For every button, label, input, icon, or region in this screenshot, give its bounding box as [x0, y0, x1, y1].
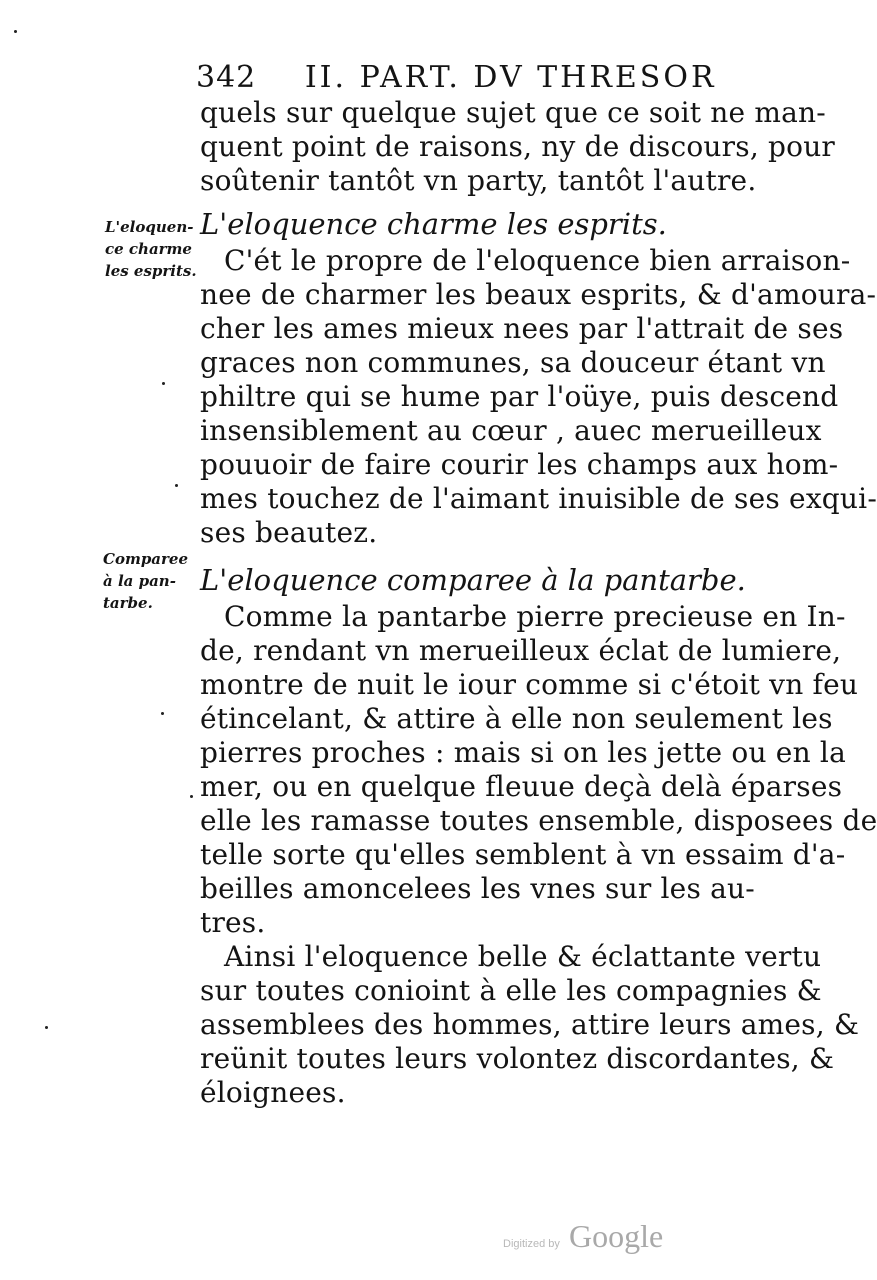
ink-speck [190, 795, 193, 798]
section-eloquence-pantarbe [200, 560, 877, 1110]
text-line: nee de charmer les beaux esprits, & d'amoura- [200, 278, 877, 311]
text-line: sur toutes conioint à elle les compagnies & [200, 974, 822, 1007]
text-line: philtre qui se hume par l'oüye, puis descend [200, 380, 839, 413]
text-line: graces non communes, sa douceur étant vn [200, 346, 826, 379]
digitized-by-google-watermark [503, 1218, 663, 1255]
margin-note-line: Comparee [103, 550, 189, 568]
text-line: assemblees des hommes, attire leurs ames, & [200, 1008, 860, 1041]
margin-note-line: ce charme [105, 240, 192, 258]
page-number: 342 [196, 60, 257, 95]
margin-note-eloquence-charme [105, 216, 197, 282]
text-line: telle sorte qu'elles semblent à vn essaim d'a- [200, 838, 846, 871]
text-line: montre de nuit le iour comme si c'étoit vn feu [200, 668, 859, 701]
text-line: Ainsi l'eloquence belle & éclattante vertu [224, 940, 822, 973]
margin-note-line: L'eloquen- [105, 218, 194, 236]
ink-speck [175, 484, 178, 487]
text-line: étincelant, & attire à elle non seulement les [200, 702, 833, 735]
text-line: pierres proches : mais si on les jette ou en la [200, 736, 846, 769]
text-line: soûtenir tantôt vn party, tantôt l'autre. [200, 164, 757, 197]
text-column [200, 96, 877, 1110]
text-line: ses beautez. [200, 516, 378, 549]
text-line: elle les ramasse toutes ensemble, disposees de [200, 804, 877, 837]
text-line: insensiblement au cœur , auec merueilleux [200, 414, 822, 447]
margin-note-line: les esprits. [105, 262, 197, 280]
text-line: quels sur quelque sujet que ce soit ne man- [200, 96, 826, 129]
section-heading: L'eloquence comparee à la pantarbe. [200, 563, 746, 597]
google-logo: Google [568, 1218, 664, 1254]
margin-note-line: à la pan- [103, 572, 176, 590]
text-line: mer, ou en quelque fleuue deçà delà éparses [200, 770, 843, 803]
watermark-prefix: Digitized by [503, 1238, 560, 1250]
text-line: de, rendant vn merueilleux éclat de lumiere, [200, 634, 842, 667]
text-line: quent point de raisons, ny de discours, pour [200, 130, 836, 163]
section-heading: L'eloquence charme les esprits. [200, 207, 667, 241]
running-header [196, 60, 716, 95]
text-line: pouuoir de faire courir les champs aux hom- [200, 448, 839, 481]
text-line: reünit toutes leurs volontez discordantes, & [200, 1042, 835, 1075]
ink-speck [161, 712, 164, 715]
section-eloquence-charme [200, 204, 877, 550]
ink-speck [14, 30, 17, 33]
text-line: cher les ames mieux nees par l'attrait de ses [200, 312, 844, 345]
ink-speck [162, 382, 165, 385]
text-line: C'ét le propre de l'eloquence bien arraison- [224, 244, 851, 277]
text-line: beilles amoncelees les vnes sur les au- [200, 872, 755, 905]
text-line: éloignees. [200, 1076, 346, 1109]
margin-note-comparee-pantarbe [103, 548, 188, 614]
ink-speck [45, 1026, 48, 1029]
text-line: mes touchez de l'aimant inuisible de ses exqui- [200, 482, 877, 515]
margin-note-line: tarbe. [103, 594, 153, 612]
continuation-paragraph [200, 96, 836, 198]
text-line: Comme la pantarbe pierre precieuse en In- [224, 600, 846, 633]
text-line: tres. [200, 906, 266, 939]
running-title: II. PART. DV THRESOR [304, 60, 717, 95]
